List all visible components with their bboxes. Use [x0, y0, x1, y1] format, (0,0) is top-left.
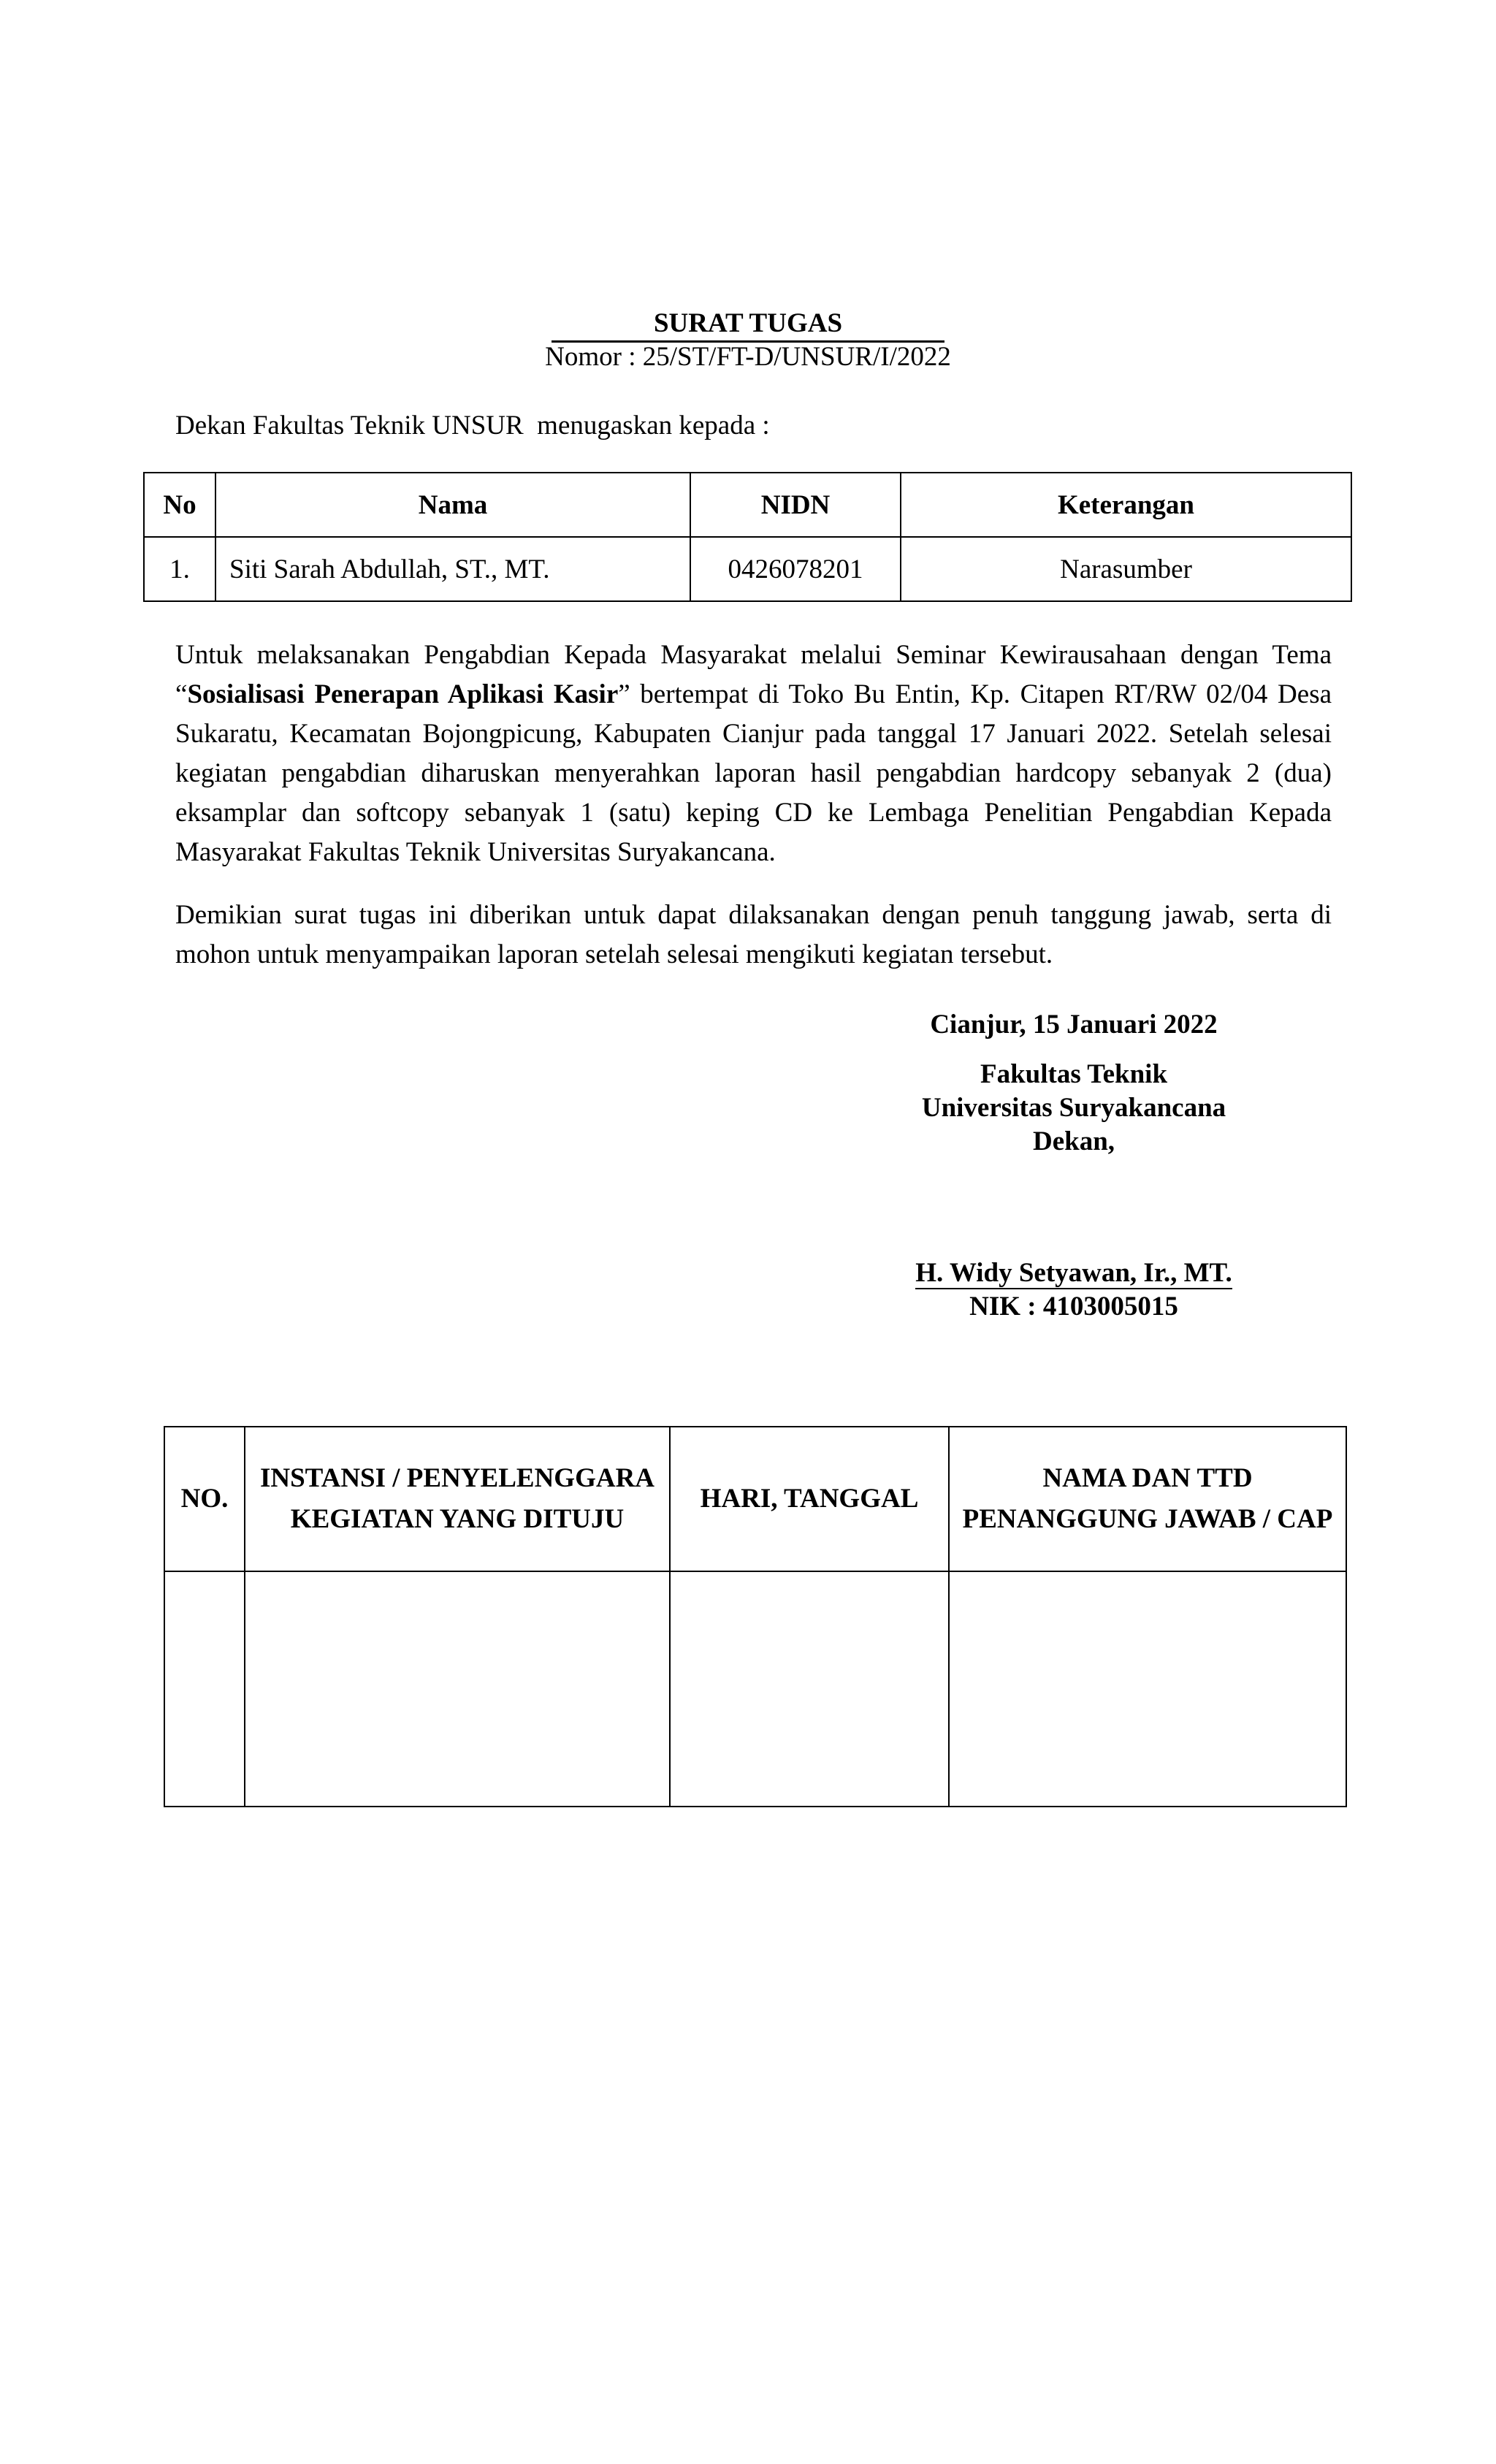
header-nama-ttd: NAMA DAN TTD PENANGGUNG JAWAB / CAP — [949, 1427, 1346, 1571]
document-title — [0, 307, 1496, 343]
cell-keterangan: Narasumber — [901, 537, 1351, 601]
assignee-table — [143, 472, 1352, 602]
signature-university: Universitas Suryakancana — [921, 1093, 1226, 1123]
visit-table — [164, 1426, 1347, 1807]
cell-nidn: 0426078201 — [690, 537, 901, 601]
document-number: Nomor : 25/ST/FT-D/UNSUR/I/2022 — [545, 342, 951, 372]
table-row — [164, 1571, 1346, 1807]
paragraph-part-2: ” bertempat di Toko Bu Entin, Kp. Citapen RT/RW 02/04 Desa Sukaratu, Kecamatan Bojongpicung, Kabupaten Cianjur pada tanggal 17 Januari 2022. Setelah selesai kegiatan pengabdian diharuskan menyerahkan laporan hasil pengabdian hardcopy sebanyak 2 (dua) eksamplar dan softcopy sebanyak 1 (satu) keping CD ke Lembaga Penelitian Pengabdian Kepada Masyarakat Fakultas Teknik Universitas Suryakancana. — [175, 679, 1332, 867]
visit-cell-nama-ttd[interactable] — [949, 1571, 1346, 1807]
signature-place-date: Cianjur, 15 Januari 2022 — [930, 1010, 1218, 1040]
signature-faculty: Fakultas Teknik — [980, 1059, 1168, 1089]
header-instansi: INSTANSI / PENYELENGGARA KEGIATAN YANG DITUJU — [245, 1427, 670, 1571]
header-nidn: NIDN — [690, 473, 901, 537]
assignment-paragraph — [175, 636, 1332, 872]
table-row — [144, 537, 1351, 601]
assignee-table-header — [144, 473, 1351, 537]
document-title-text: SURAT TUGAS — [552, 307, 944, 343]
signatory-nik: NIK : 4103005015 — [969, 1292, 1178, 1321]
header-visit-no: NO. — [164, 1427, 245, 1571]
header-hari-tanggal: HARI, TANGGAL — [670, 1427, 949, 1571]
intro-text: Dekan Fakultas Teknik UNSUR menugaskan kepada : — [175, 411, 770, 440]
header-no: No — [144, 473, 215, 537]
cell-nama: Siti Sarah Abdullah, ST., MT. — [215, 537, 690, 601]
header-keterangan: Keterangan — [901, 473, 1351, 537]
visit-cell-no[interactable] — [164, 1571, 245, 1807]
visit-cell-instansi[interactable] — [245, 1571, 670, 1807]
signatory-name — [869, 1256, 1278, 1290]
cell-no: 1. — [144, 537, 215, 601]
visit-table-header — [164, 1427, 1346, 1571]
visit-cell-hari-tanggal[interactable] — [670, 1571, 949, 1807]
seminar-theme: Sosialisasi Penerapan Aplikasi Kasir — [187, 679, 619, 709]
paragraph-part-1: Untuk melaksanakan Pengabdian Kepada Masyarakat melalui Seminar Kewirausahaan dengan Tema “ — [175, 640, 1332, 709]
header-nama: Nama — [215, 473, 690, 537]
closing-paragraph: Demikian surat tugas ini diberikan untuk dapat dilaksanakan dengan penuh tanggung jawab, serta di mohon untuk menyampaikan laporan setelah selesai mengikuti kegiatan tersebut. — [175, 900, 1332, 969]
signature-position: Dekan, — [1032, 1126, 1115, 1156]
signatory-name-text: H. Widy Setyawan, Ir., MT. — [915, 1258, 1232, 1288]
